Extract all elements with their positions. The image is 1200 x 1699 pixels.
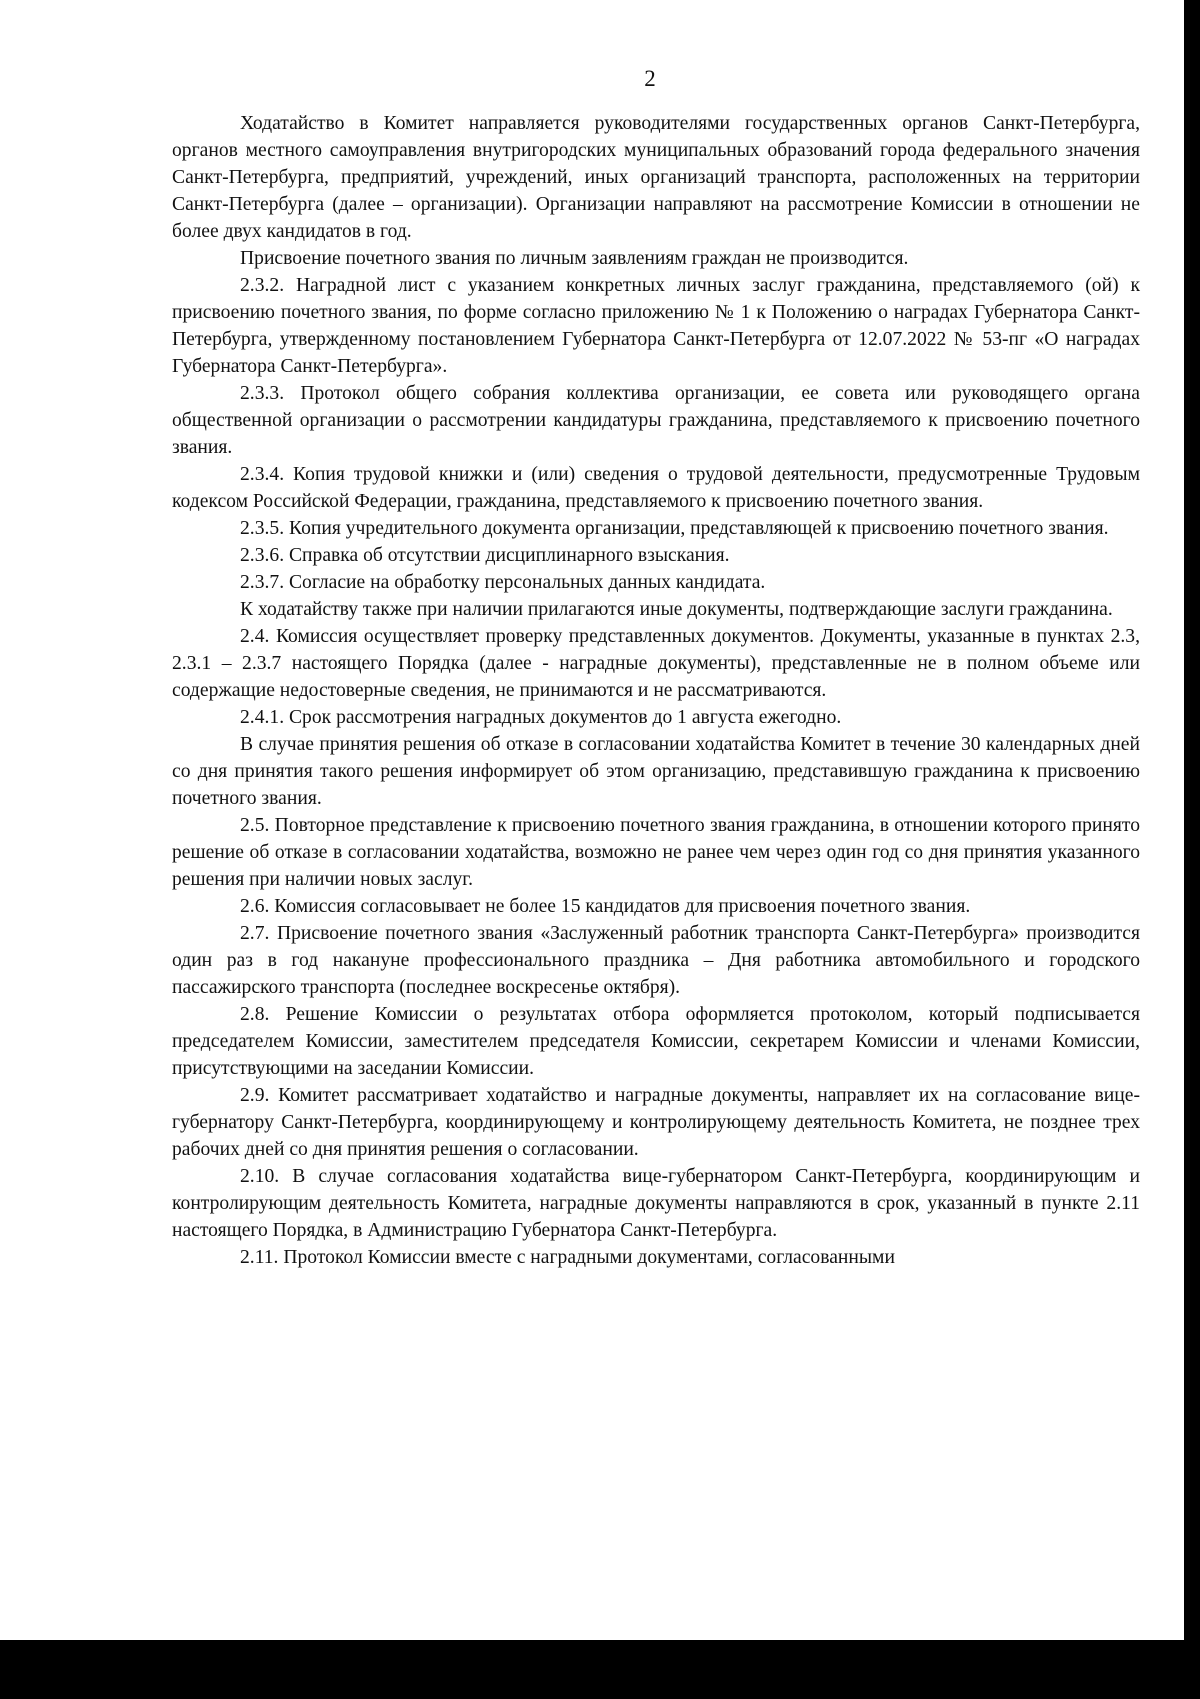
paragraph-2-4-1: 2.4.1. Срок рассмотрения наградных документов до 1 августа ежегодно. <box>240 707 842 728</box>
scan-border-bottom <box>0 1640 1200 1699</box>
paragraph-2-3-3: 2.3.3. Протокол общего собрания коллектива организации, ее совета или руководящего органа общественной организации о рассмотрении кандидатуры гражданина, представляемого к присвоению почетного звания. <box>172 383 1140 458</box>
paragraph-2-4: 2.4. Комиссия осуществляет проверку представленных документов. Документы, указанные в пунктах 2.3, 2.3.1 – 2.3.7 настоящего Порядка (далее - наградные документы), представленные не в полном объеме или содержащие недостоверные сведения, не принимаются и не рассматриваются. <box>172 626 1140 701</box>
scan-border-right <box>1184 0 1200 1640</box>
paragraph-2-9: 2.9. Комитет рассматривает ходатайство и наградные документы, направляет их на согласование вице-губернатору Санкт-Петербурга, координирующему и контролирующему деятельность Комитета, не позднее трех рабочих дней со дня принятия решения о согласовании. <box>172 1085 1140 1160</box>
document-body <box>172 110 1140 1271</box>
paragraph-2-3-4: 2.3.4. Копия трудовой книжки и (или) сведения о трудовой деятельности, предусмотренные Трудовым кодексом Российской Федерации, гражданина, представляемого к присвоению почетного звания. <box>172 464 1140 512</box>
paragraph-2-3-6: 2.3.6. Справка об отсутствии дисциплинарного взыскания. <box>240 545 730 566</box>
page-number: 2 <box>644 66 656 91</box>
paragraph-2-7: 2.7. Присвоение почетного звания «Заслуженный работник транспорта Санкт-Петербурга» производится один раз в год накануне профессионального праздника – Дня работника автомобильного и городского пассажирского транспорта (последнее воскресенье октября). <box>172 923 1140 998</box>
paragraph-petition-submission: Ходатайство в Комитет направляется руководителями государственных органов Санкт-Петербурга, органов местного самоуправления внутригородских муниципальных образований города федерального значения Санкт-Петербурга, предприятий, учреждений, иных организаций транспорта, расположенных на территории Санкт-Петербурга (далее – организации). Организации направляют на рассмотрение Комиссии в отношении не более двух кандидатов в год. <box>172 113 1140 242</box>
paragraph-2-3-5: 2.3.5. Копия учредительного документа организации, представляющей к присвоению почетного звания. <box>240 518 1109 539</box>
paragraph-personal-applications: Присвоение почетного звания по личным заявлениям граждан не производится. <box>240 248 909 269</box>
paragraph-2-3-7: 2.3.7. Согласие на обработку персональных данных кандидата. <box>240 572 766 593</box>
paragraph-other-documents: К ходатайству также при наличии прилагаются иные документы, подтверждающие заслуги гражданина. <box>240 599 1113 620</box>
paragraph-2-8: 2.8. Решение Комиссии о результатах отбора оформляется протоколом, который подписывается председателем Комиссии, заместителем председателя Комиссии, секретарем Комиссии и членами Комиссии, присутствующими на заседании Комиссии. <box>172 1004 1140 1079</box>
paragraph-2-10: 2.10. В случае согласования ходатайства вице-губернатором Санкт-Петербурга, координирующим и контролирующим деятельность Комитета, наградные документы направляются в срок, указанный в пункте 2.11 настоящего Порядка, в Администрацию Губернатора Санкт-Петербурга. <box>172 1166 1140 1241</box>
paragraph-2-11: 2.11. Протокол Комиссии вместе с наградными документами, согласованными <box>240 1247 895 1268</box>
paragraph-2-6: 2.6. Комиссия согласовывает не более 15 кандидатов для присвоения почетного звания. <box>240 896 971 917</box>
paragraph-2-3-2: 2.3.2. Наградной лист с указанием конкретных личных заслуг гражданина, представляемого (ой) к присвоению почетного звания, по форме согласно приложению № 1 к Положению о наградах Губернатора Санкт-Петербурга, утвержденному постановлением Губернатора Санкт-Петербурга от 12.07.2022 № 53-пг «О наградах Губернатора Санкт-Петербурга». <box>172 275 1140 377</box>
paragraph-refusal-notice: В случае принятия решения об отказе в согласовании ходатайства Комитет в течение 30 календарных дней со дня принятия такого решения информирует об этом организацию, представившую гражданина к присвоению почетного звания. <box>172 734 1140 809</box>
paragraph-2-5: 2.5. Повторное представление к присвоению почетного звания гражданина, в отношении которого принято решение об отказе в согласовании ходатайства, возможно не ранее чем через один год со дня принятия указанного решения при наличии новых заслуг. <box>172 815 1140 890</box>
